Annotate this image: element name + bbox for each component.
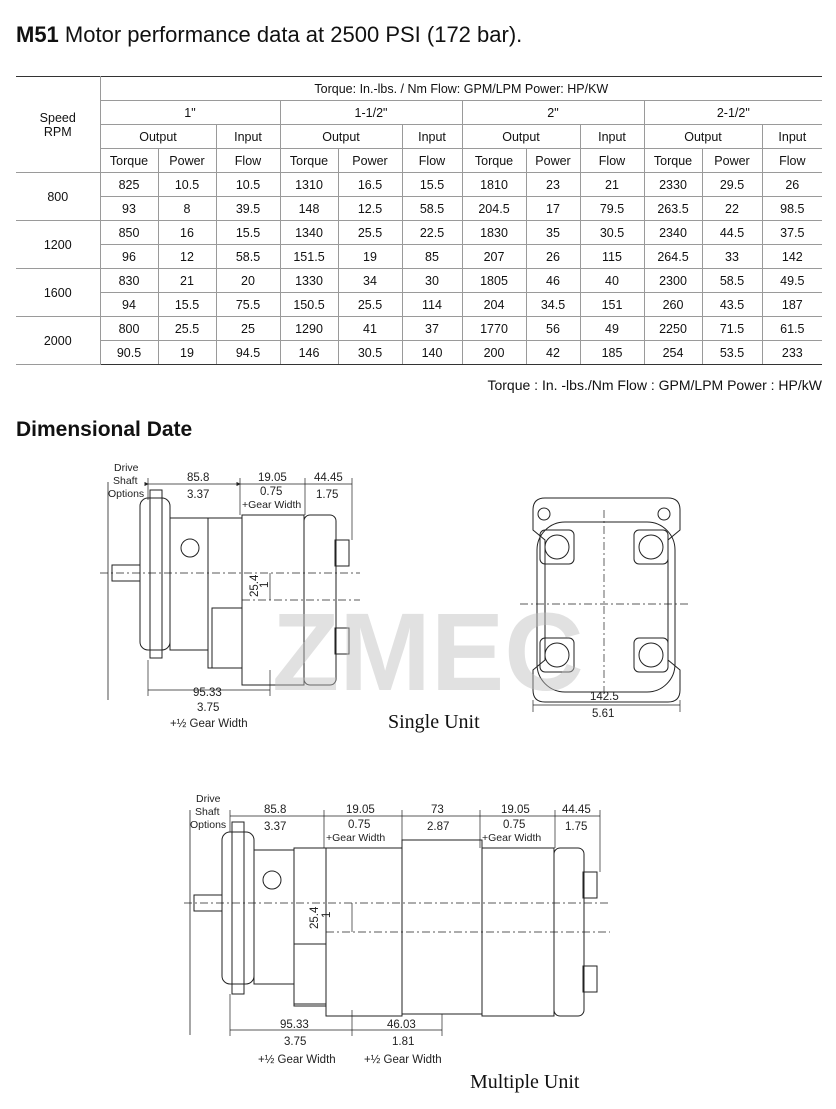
value-cell: 19 bbox=[338, 245, 402, 269]
multiple-unit-side-view bbox=[184, 810, 610, 1036]
value-cell: 37.5 bbox=[762, 221, 822, 245]
multi-options-label: Options bbox=[190, 819, 227, 831]
column-header: Power bbox=[526, 149, 580, 173]
value-cell: 43.5 bbox=[702, 293, 762, 317]
value-cell: 39.5 bbox=[216, 197, 280, 221]
value-cell: 56 bbox=[526, 317, 580, 341]
value-cell: 17 bbox=[526, 197, 580, 221]
value-cell: 12 bbox=[158, 245, 216, 269]
value-cell: 98.5 bbox=[762, 197, 822, 221]
column-header: Torque bbox=[644, 149, 702, 173]
single-dim-c-mm: 44.45 bbox=[314, 472, 343, 484]
value-cell: 1330 bbox=[280, 269, 338, 293]
value-cell: 263.5 bbox=[644, 197, 702, 221]
value-cell: 15.5 bbox=[216, 221, 280, 245]
page-title: M51 Motor performance data at 2500 PSI (172 bar). bbox=[16, 22, 523, 47]
value-cell: 200 bbox=[462, 341, 526, 365]
multi-dim-h-in: 3.75 bbox=[284, 1036, 307, 1048]
value-cell: 96 bbox=[100, 245, 158, 269]
value-cell: 2300 bbox=[644, 269, 702, 293]
column-header: Power bbox=[158, 149, 216, 173]
value-cell: 29.5 bbox=[702, 173, 762, 197]
value-cell: 185 bbox=[580, 341, 644, 365]
value-cell: 1340 bbox=[280, 221, 338, 245]
value-cell: 140 bbox=[402, 341, 462, 365]
column-header: Flow bbox=[402, 149, 462, 173]
multi-dim-c-mm: 73 bbox=[431, 804, 444, 816]
value-cell: 148 bbox=[280, 197, 338, 221]
value-cell: 142 bbox=[762, 245, 822, 269]
value-cell: 35 bbox=[526, 221, 580, 245]
single-dim-f-mm: 95.33 bbox=[193, 687, 222, 699]
value-cell: 115 bbox=[580, 245, 644, 269]
size-header: 1" bbox=[100, 101, 280, 125]
multiple-unit-caption: Multiple Unit bbox=[470, 1071, 580, 1093]
multi-dim-f: 25.4 bbox=[309, 906, 321, 929]
value-cell: 21 bbox=[158, 269, 216, 293]
multi-dim-b-note: +Gear Width bbox=[326, 832, 386, 844]
speed-cell: 1200 bbox=[16, 221, 100, 269]
single-dim-f-note: +½ Gear Width bbox=[170, 718, 248, 730]
size-header: 1-1/2" bbox=[280, 101, 462, 125]
value-cell: 187 bbox=[762, 293, 822, 317]
value-cell: 1310 bbox=[280, 173, 338, 197]
value-cell: 41 bbox=[338, 317, 402, 341]
single-shaft-label: Shaft bbox=[113, 475, 138, 487]
multi-dim-d-mm: 19.05 bbox=[501, 804, 530, 816]
size-header: 2-1/2" bbox=[644, 101, 822, 125]
value-cell: 1830 bbox=[462, 221, 526, 245]
value-cell: 25.5 bbox=[158, 317, 216, 341]
speed-label: Speed bbox=[39, 110, 76, 125]
column-header: Torque bbox=[462, 149, 526, 173]
column-header: Torque bbox=[280, 149, 338, 173]
input-header: Input bbox=[402, 125, 462, 149]
end-dim-mm: 142.5 bbox=[590, 691, 619, 703]
value-cell: 1805 bbox=[462, 269, 526, 293]
multi-dim-d-in: 0.75 bbox=[503, 819, 526, 831]
single-dim-b-note: +Gear Width bbox=[242, 499, 302, 511]
value-cell: 44.5 bbox=[702, 221, 762, 245]
single-dim-e: 1 bbox=[259, 581, 271, 588]
value-cell: 1290 bbox=[280, 317, 338, 341]
value-cell: 34 bbox=[338, 269, 402, 293]
value-cell: 26 bbox=[762, 173, 822, 197]
speed-cell: 1600 bbox=[16, 269, 100, 317]
column-header: Flow bbox=[580, 149, 644, 173]
value-cell: 204 bbox=[462, 293, 526, 317]
value-cell: 151.5 bbox=[280, 245, 338, 269]
value-cell: 114 bbox=[402, 293, 462, 317]
column-header: Flow bbox=[762, 149, 822, 173]
multi-dim-h-note: +½ Gear Width bbox=[258, 1054, 336, 1066]
single-dim-f-in: 3.75 bbox=[197, 702, 220, 714]
value-cell: 30.5 bbox=[338, 341, 402, 365]
multi-dim-e-in: 1.75 bbox=[565, 821, 588, 833]
output-header: Output bbox=[100, 125, 216, 149]
end-dim-in: 5.61 bbox=[592, 708, 615, 720]
value-cell: 42 bbox=[526, 341, 580, 365]
value-cell: 830 bbox=[100, 269, 158, 293]
value-cell: 233 bbox=[762, 341, 822, 365]
output-header: Output bbox=[280, 125, 402, 149]
value-cell: 58.5 bbox=[702, 269, 762, 293]
value-cell: 19 bbox=[158, 341, 216, 365]
value-cell: 825 bbox=[100, 173, 158, 197]
value-cell: 15.5 bbox=[402, 173, 462, 197]
output-header: Output bbox=[462, 125, 580, 149]
single-dim-a-in: 3.37 bbox=[187, 489, 210, 501]
single-dim-b-mm: 19.05 bbox=[258, 472, 287, 484]
value-cell: 37 bbox=[402, 317, 462, 341]
value-cell: 21 bbox=[580, 173, 644, 197]
value-cell: 207 bbox=[462, 245, 526, 269]
single-dim-b-in: 0.75 bbox=[260, 486, 283, 498]
input-header: Input bbox=[580, 125, 644, 149]
speed-cell: 800 bbox=[16, 173, 100, 221]
value-cell: 79.5 bbox=[580, 197, 644, 221]
value-cell: 1770 bbox=[462, 317, 526, 341]
column-header: Flow bbox=[216, 149, 280, 173]
multi-dim-b-mm: 19.05 bbox=[346, 804, 375, 816]
value-cell: 26 bbox=[526, 245, 580, 269]
dimensional-title: Dimensional Date bbox=[16, 418, 193, 441]
value-cell: 264.5 bbox=[644, 245, 702, 269]
value-cell: 53.5 bbox=[702, 341, 762, 365]
multi-dim-b-in: 0.75 bbox=[348, 819, 371, 831]
value-cell: 10.5 bbox=[216, 173, 280, 197]
value-cell: 49 bbox=[580, 317, 644, 341]
multi-dim-i-in: 1.81 bbox=[392, 1036, 415, 1048]
value-cell: 15.5 bbox=[158, 293, 216, 317]
value-cell: 25 bbox=[216, 317, 280, 341]
single-unit-caption: Single Unit bbox=[388, 711, 480, 733]
value-cell: 850 bbox=[100, 221, 158, 245]
value-cell: 93 bbox=[100, 197, 158, 221]
value-cell: 20 bbox=[216, 269, 280, 293]
units-header: Torque: In.-lbs. / Nm Flow: GPM/LPM Power: HP/KW bbox=[100, 77, 822, 101]
value-cell: 151 bbox=[580, 293, 644, 317]
value-cell: 204.5 bbox=[462, 197, 526, 221]
column-header: Torque bbox=[100, 149, 158, 173]
multi-dim-c-in: 2.87 bbox=[427, 821, 450, 833]
value-cell: 2340 bbox=[644, 221, 702, 245]
value-cell: 61.5 bbox=[762, 317, 822, 341]
value-cell: 260 bbox=[644, 293, 702, 317]
multi-dim-g: 1 bbox=[321, 911, 333, 918]
multi-dim-a-in: 3.37 bbox=[264, 821, 287, 833]
single-options-label: Options bbox=[108, 488, 145, 500]
value-cell: 30.5 bbox=[580, 221, 644, 245]
input-header: Input bbox=[762, 125, 822, 149]
value-cell: 22.5 bbox=[402, 221, 462, 245]
size-header: 2" bbox=[462, 101, 644, 125]
column-header: Power bbox=[338, 149, 402, 173]
value-cell: 150.5 bbox=[280, 293, 338, 317]
multi-dim-e-mm: 44.45 bbox=[562, 804, 591, 816]
value-cell: 46 bbox=[526, 269, 580, 293]
value-cell: 40 bbox=[580, 269, 644, 293]
single-dim-d: 25.4 bbox=[249, 574, 261, 597]
value-cell: 146 bbox=[280, 341, 338, 365]
value-cell: 75.5 bbox=[216, 293, 280, 317]
value-cell: 1810 bbox=[462, 173, 526, 197]
value-cell: 10.5 bbox=[158, 173, 216, 197]
value-cell: 16 bbox=[158, 221, 216, 245]
multi-dim-h-mm: 95.33 bbox=[280, 1019, 309, 1031]
value-cell: 16.5 bbox=[338, 173, 402, 197]
speed-cell: 2000 bbox=[16, 317, 100, 365]
value-cell: 12.5 bbox=[338, 197, 402, 221]
value-cell: 22 bbox=[702, 197, 762, 221]
watermark: ZMEC bbox=[272, 591, 584, 714]
value-cell: 58.5 bbox=[402, 197, 462, 221]
value-cell: 94.5 bbox=[216, 341, 280, 365]
input-header: Input bbox=[216, 125, 280, 149]
output-header: Output bbox=[644, 125, 762, 149]
value-cell: 71.5 bbox=[702, 317, 762, 341]
single-drive-label: Drive bbox=[114, 462, 139, 474]
value-cell: 25.5 bbox=[338, 221, 402, 245]
value-cell: 8 bbox=[158, 197, 216, 221]
multi-shaft-label: Shaft bbox=[195, 806, 220, 818]
value-cell: 23 bbox=[526, 173, 580, 197]
column-header: Power bbox=[702, 149, 762, 173]
value-cell: 58.5 bbox=[216, 245, 280, 269]
rpm-label: RPM bbox=[43, 124, 72, 139]
value-cell: 254 bbox=[644, 341, 702, 365]
multi-drive-label: Drive bbox=[196, 793, 221, 805]
single-dim-a-mm: 85.8 bbox=[187, 472, 210, 484]
value-cell: 34.5 bbox=[526, 293, 580, 317]
units-footnote: Torque : In. -lbs./Nm Flow : GPM/LPM Power : HP/kW bbox=[487, 377, 822, 393]
multi-dim-i-mm: 46.03 bbox=[387, 1019, 416, 1031]
multi-dim-d-note: +Gear Width bbox=[482, 832, 542, 844]
value-cell: 2250 bbox=[644, 317, 702, 341]
value-cell: 800 bbox=[100, 317, 158, 341]
value-cell: 49.5 bbox=[762, 269, 822, 293]
multi-dim-i-note: +½ Gear Width bbox=[364, 1054, 442, 1066]
value-cell: 85 bbox=[402, 245, 462, 269]
value-cell: 90.5 bbox=[100, 341, 158, 365]
value-cell: 33 bbox=[702, 245, 762, 269]
value-cell: 2330 bbox=[644, 173, 702, 197]
value-cell: 25.5 bbox=[338, 293, 402, 317]
value-cell: 30 bbox=[402, 269, 462, 293]
value-cell: 94 bbox=[100, 293, 158, 317]
multi-dim-a-mm: 85.8 bbox=[264, 804, 287, 816]
single-dim-c-in: 1.75 bbox=[316, 489, 339, 501]
